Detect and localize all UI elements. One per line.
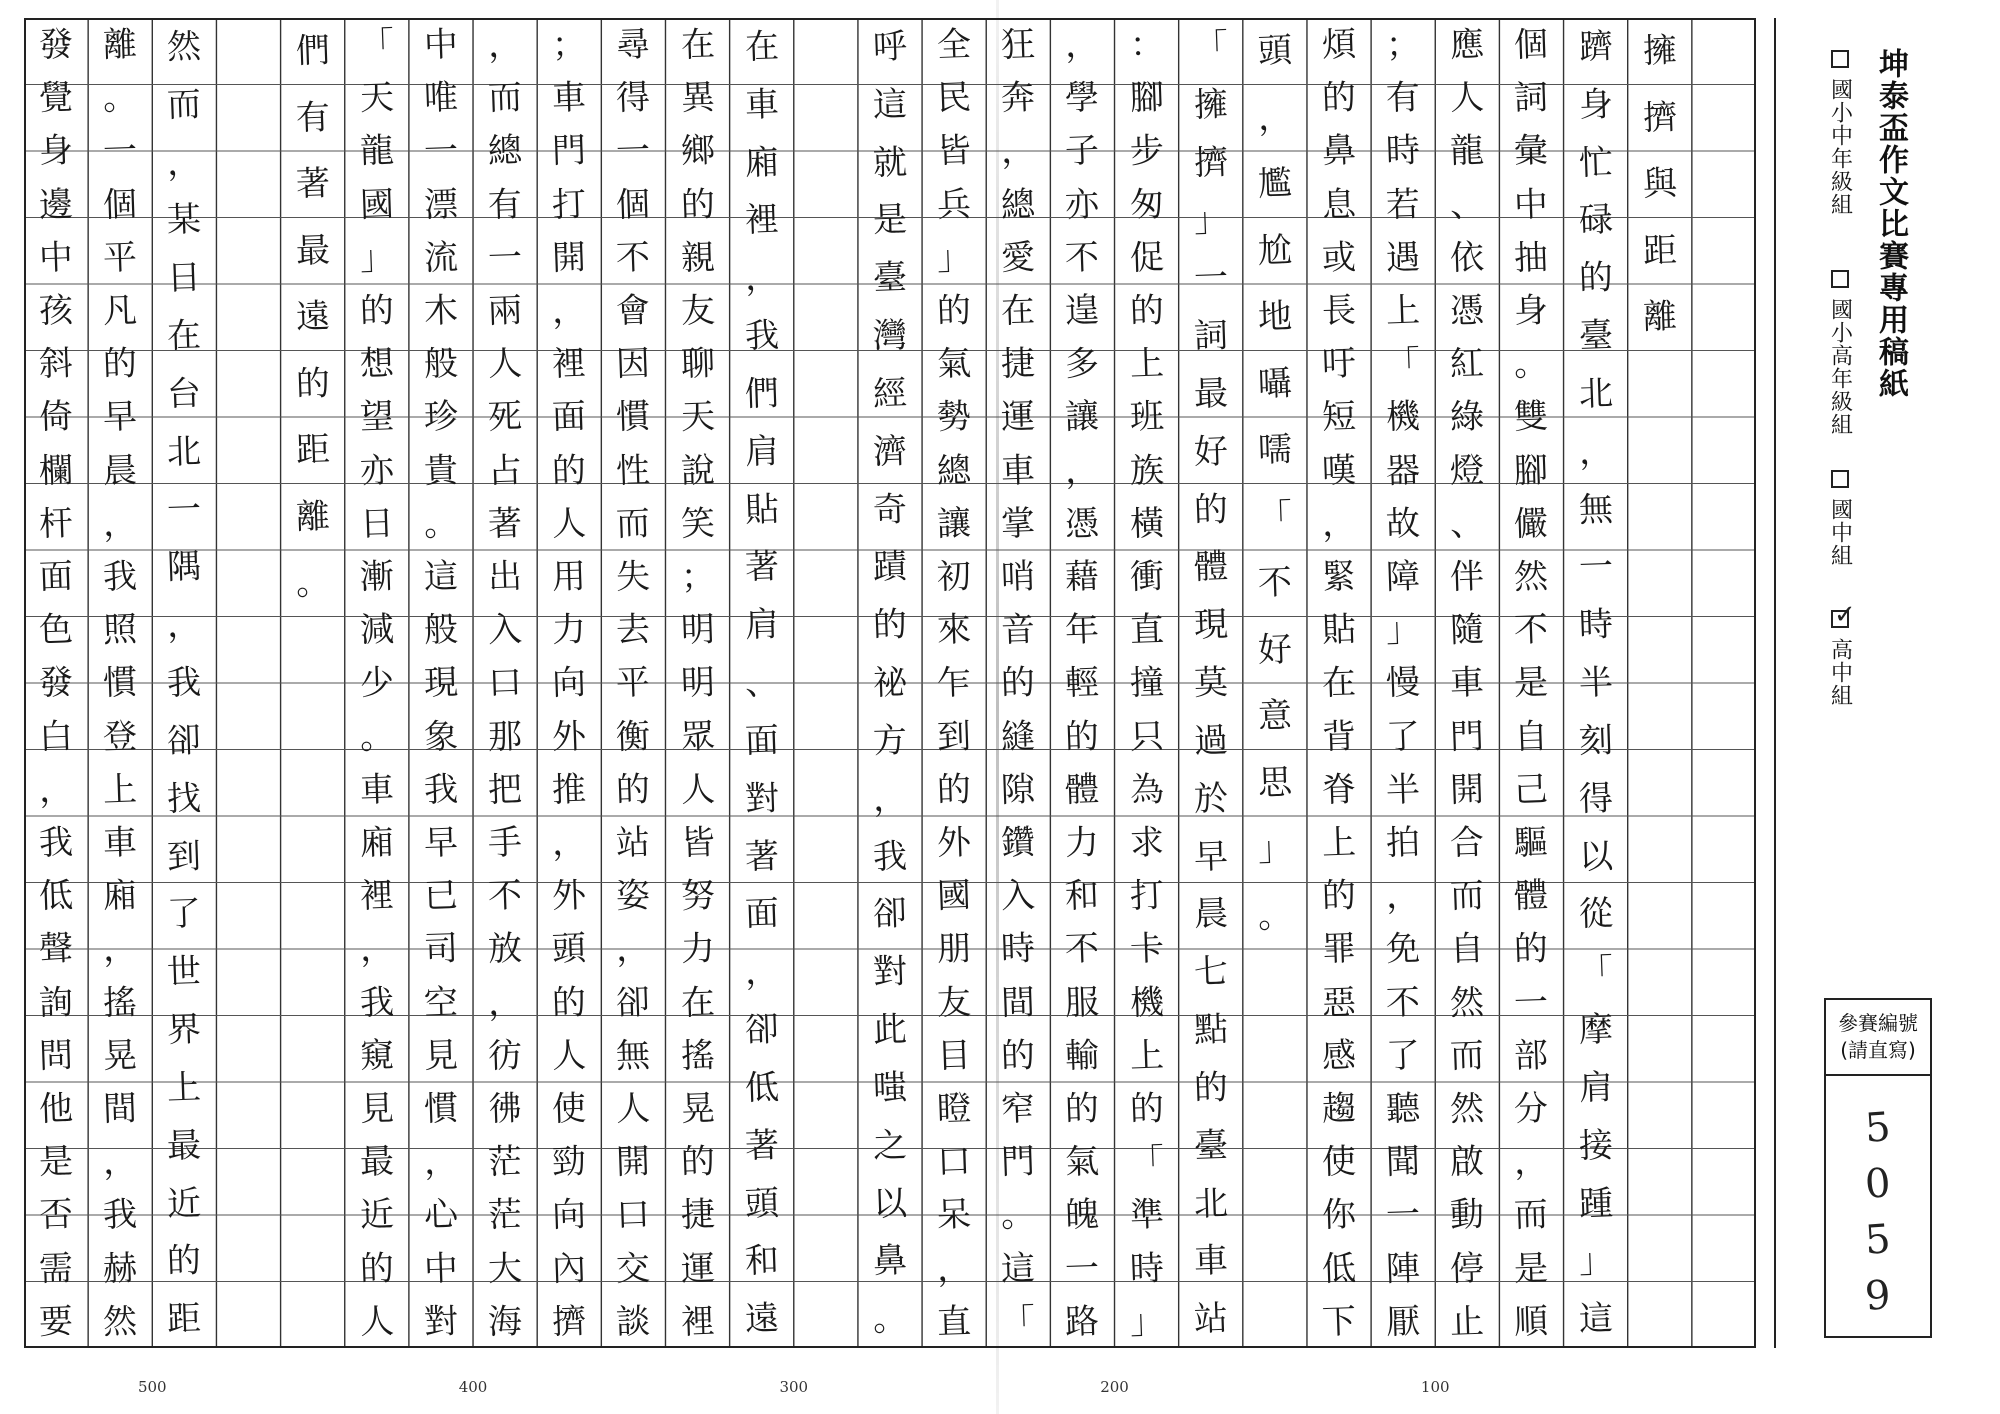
category-option[interactable]	[1822, 50, 1858, 216]
category-checkbox[interactable]	[1831, 600, 1856, 630]
entry-number-digits	[1826, 1076, 1930, 1324]
essay-column: 擁 擠 與 距 離	[1642, 30, 1678, 338]
essay-column: 煩 的 鼻 息 或 長 吁 短 嘆 ， 緊 貼 在 背 脊 上 的 罪 惡 感 趨 使 你 低 下	[1321, 24, 1357, 1343]
column-count-marker: 500	[137, 1378, 167, 1396]
essay-column: 個 詞 彙 中 抽 身 。 雙 腳 儼 然 不 是 自 己 驅 體 的 一 部 分 ， 而 是 順	[1513, 24, 1550, 1343]
essay-column: 應 人 龍 、 依 憑 紅 綠 燈 、 伴 隨 車 門 開 合 而 自 然 而 然 啟 動 停 止	[1449, 24, 1486, 1343]
entry-number-box	[1824, 998, 1932, 1338]
entry-number-label	[1826, 1000, 1930, 1076]
essay-column: 全 民 皆 兵 」 的 氣 勢 總 讓 初 來 乍 到 的 外 國 朋 友 目 瞪 口 呆 ， 直	[936, 24, 972, 1343]
category-option[interactable]	[1822, 600, 1858, 707]
category-label: 國小高年級組	[1827, 298, 1853, 436]
essay-column: ， 而 總 有 一 兩 人 死 占 著 出 入 口 那 把 手 不 放 ， 彷 彿 茫 茫 大 海	[487, 24, 523, 1343]
category-option[interactable]	[1822, 470, 1858, 567]
column-count-marker: 400	[458, 1378, 488, 1396]
essay-column: ， 學 子 亦 不 遑 多 讓 ， 憑 藉 年 輕 的 體 力 和 不 服 輸 的 氣 魄 一 路	[1064, 24, 1101, 1343]
essay-column: 中 唯 一 漂 流 木 般 珍 貴 。 這 般 現 象 我 早 已 司 空 見 慣 ， 心 中 對	[423, 24, 459, 1343]
essay-column: 們 有 著 最 遠 的 距 離 。	[294, 30, 331, 604]
side-panel-divider	[1774, 18, 1776, 1348]
contest-title: 坤泰盃作文比賽專用稿紙	[1873, 48, 1908, 400]
essay-column: 離 。 一 個 平 凡 的 早 晨 ， 我 照 慣 登 上 車 廂 ， 搖 晃 間 ， 我 赫 然	[102, 24, 138, 1343]
entry-number-digit: 5	[1863, 1104, 1893, 1152]
column-count-marker: 100	[1420, 1378, 1450, 1396]
category-checkbox[interactable]	[1831, 470, 1849, 488]
entry-number-label-line2: (請直寫)	[1840, 1038, 1916, 1062]
check-icon: ✓	[1834, 600, 1856, 630]
category-checkbox[interactable]	[1831, 50, 1849, 68]
essay-column: 頭 ， 尷 尬 地 囁 嚅 「 不 好 意 思 」 。	[1257, 30, 1293, 937]
essay-column: 呼 這 就 是 臺 灣 經 濟 奇 蹟 的 祕 方 ， 我 卻 對 此 嗤 之 以 鼻 。	[872, 26, 908, 1340]
entry-number-digit: 9	[1863, 1272, 1893, 1320]
essay-column	[806, 18, 846, 1348]
category-label: 高中組	[1827, 638, 1853, 707]
category-checkbox[interactable]	[1831, 270, 1849, 288]
essay-column: ； 有 時 若 遇 上 「 機 器 故 障 」 慢 了 半 拍 ， 免 不 了 聽 聞 一 陣 厭	[1385, 24, 1421, 1343]
essay-column: 「 天 龍 國 」 的 想 望 亦 日 漸 減 少 。 車 廂 裡 ， 我 窺 見 最 近 的 人	[359, 24, 395, 1343]
entry-number-label-line1: 參賽編號	[1838, 1011, 1918, 1035]
essay-column: 狂 奔 ， 總 愛 在 捷 運 車 掌 哨 音 的 縫 隙 鑽 入 時 間 的 窄 門 。 這 「	[1000, 24, 1036, 1343]
essay-column	[229, 18, 269, 1348]
essay-column: 尋 得 一 個 不 會 因 慣 性 而 失 去 平 衡 的 站 姿 ， 卻 無 人 開 口 交 談	[615, 24, 652, 1343]
column-count-markers	[0, 1378, 1760, 1402]
column-count-marker: 300	[779, 1378, 809, 1396]
essay-column: 然 而 ， 某 日 在 台 北 一 隅 ， 我 卻 找 到 了 世 界 上 最 近 的 距	[166, 26, 203, 1340]
category-label: 國小中年級組	[1827, 78, 1853, 216]
category-option[interactable]	[1822, 270, 1858, 436]
entry-number-digit: 5	[1863, 1216, 1893, 1264]
category-label: 國中組	[1827, 498, 1853, 567]
essay-column: 發 覺 身 邊 中 孩 斜 倚 欄 杆 面 色 發 白 ， 我 低 聲 詢 問 他 是 否 需 要	[38, 24, 74, 1343]
essay-column: 在 異 鄉 的 親 友 聊 天 說 笑 ； 明 明 眾 人 皆 努 力 在 搖 晃 的 捷 運 裡	[679, 24, 716, 1343]
essay-column: 「 擁 擠 」 一 詞 最 好 的 體 現 莫 過 於 早 晨 七 點 的 臺 北 車 站	[1193, 26, 1229, 1340]
essay-column	[1704, 18, 1744, 1348]
essay-column: ： 腳 步 匆 促 的 上 班 族 橫 衝 直 撞 只 為 求 打 卡 機 上 的 「 準 時 」	[1128, 24, 1165, 1343]
essay-column: ； 車 門 打 開 ， 裡 面 的 人 用 力 向 外 推 ， 外 頭 的 人 使 勁 向 內 擠	[551, 24, 587, 1343]
column-count-marker: 200	[1100, 1378, 1129, 1396]
essay-column: 躋 身 忙 碌 的 臺 北 ， 無 一 時 半 刻 得 以 從 「 摩 肩 接 踵 」 這	[1577, 26, 1614, 1340]
entry-number-digit: 0	[1863, 1160, 1893, 1208]
essay-column: 在 車 廂 裡 ， 我 們 肩 貼 著 肩 、 面 對 著 面 ， 卻 低 著 頭 和 遠	[744, 26, 780, 1340]
